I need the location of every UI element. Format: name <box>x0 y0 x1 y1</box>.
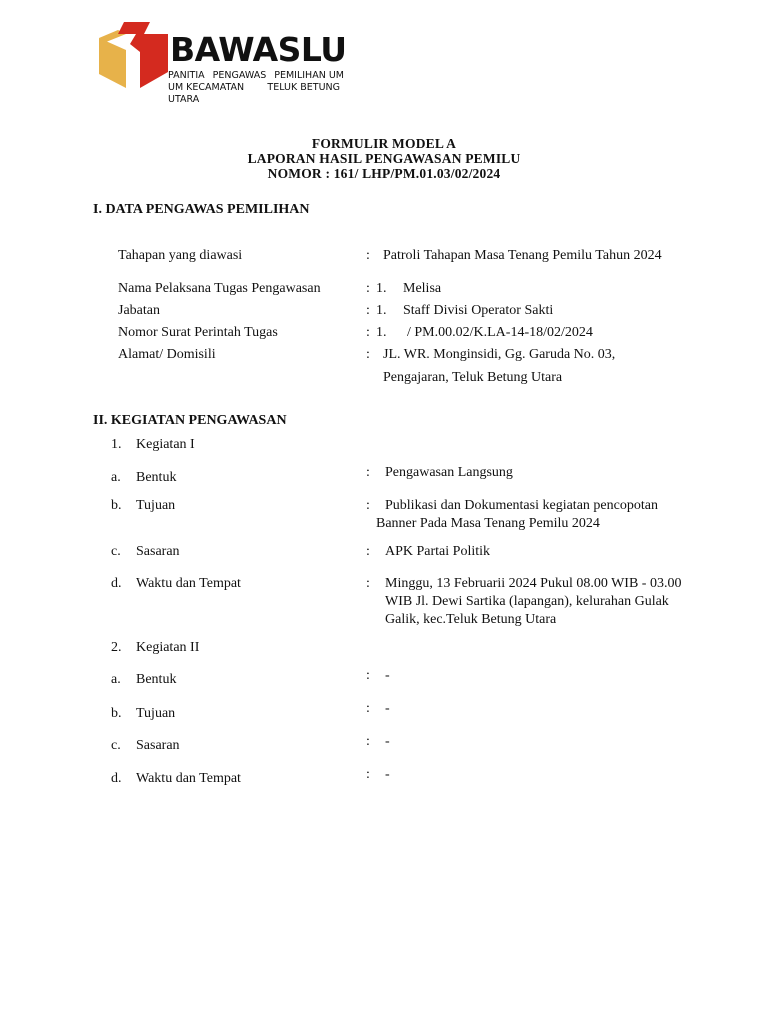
kegiatan2-num: 2. <box>111 640 122 655</box>
k2-sasaran-value: - <box>385 734 390 749</box>
k2-tujuan-value: - <box>385 701 390 716</box>
k2-b-letter: b. <box>111 706 122 721</box>
k1-b-letter: b. <box>111 498 122 513</box>
kegiatan2-title: Kegiatan II <box>136 640 200 655</box>
alamat-line2: Pengajaran, Teluk Betung Utara <box>383 370 563 385</box>
report-title: LAPORAN HASIL PENGAWASAN PEMILU <box>247 151 521 166</box>
k1-sasaran-label: Sasaran <box>136 544 180 559</box>
section1-heading: I. DATA PENGAWAS PEMILIHAN <box>93 202 310 217</box>
k1-sasaran-value: APK Partai Politik <box>385 544 491 559</box>
jabatan-num: 1. <box>376 303 387 318</box>
nomor-value: / PM.00.02/K.LA-14-18/02/2024 <box>407 325 593 340</box>
k2-waktu-colon: : <box>366 767 370 782</box>
k1-bentuk-colon: : <box>366 465 370 480</box>
k1-waktu-colon: : <box>366 576 370 591</box>
k2-a-letter: a. <box>111 672 121 687</box>
tahapan-label: Tahapan yang diawasi <box>118 248 243 263</box>
k1-a-letter: a. <box>111 470 121 485</box>
brand-sub-1c: PEMILIHAN UM <box>274 70 344 81</box>
section2-heading: II. KEGIATAN PENGAWASAN <box>93 413 287 428</box>
nama-label: Nama Pelaksana Tugas Pengawasan <box>118 281 321 296</box>
kegiatan1-num: 1. <box>111 437 122 452</box>
k2-tujuan-colon: : <box>366 701 370 716</box>
k1-waktu-label: Waktu dan Tempat <box>136 576 241 591</box>
k2-waktu-label: Waktu dan Tempat <box>136 771 241 786</box>
report-number: NOMOR : 161/ LHP/PM.01.03/02/2024 <box>267 166 501 181</box>
k1-c-letter: c. <box>111 544 121 559</box>
kegiatan1-title: Kegiatan I <box>136 437 195 452</box>
k2-waktu-value: - <box>385 767 390 782</box>
form-title: FORMULIR MODEL A <box>311 136 457 151</box>
k1-waktu-line1: Minggu, 13 Februarii 2024 Pukul 08.00 WIB - 03.00 <box>385 576 682 591</box>
nomor-num: 1. <box>376 325 387 340</box>
k1-tujuan-line2: Banner Pada Masa Tenang Pemilu 2024 <box>376 516 600 531</box>
k2-sasaran-colon: : <box>366 734 370 749</box>
k1-bentuk-label: Bentuk <box>136 470 177 485</box>
nama-value: Melisa <box>403 281 442 296</box>
k2-sasaran-label: Sasaran <box>136 738 180 753</box>
brand-sub-1b: PENGAWAS <box>212 70 267 81</box>
brand-sub-2b: TELUK BETUNG <box>267 82 340 93</box>
jabatan-colon: : <box>366 303 370 318</box>
k1-sasaran-colon: : <box>366 544 370 559</box>
brand-subtitle <box>168 70 344 106</box>
k2-c-letter: c. <box>111 738 121 753</box>
nama-num: 1. <box>376 281 387 296</box>
k1-tujuan-label: Tujuan <box>136 498 176 513</box>
k1-waktu-line3: Galik, kec.Teluk Betung Utara <box>385 612 557 627</box>
bawaslu-logo-icon <box>96 22 172 90</box>
nomor-colon: : <box>366 325 370 340</box>
k1-tujuan-colon: : <box>366 498 370 513</box>
k2-tujuan-label: Tujuan <box>136 706 176 721</box>
nomor-label: Nomor Surat Perintah Tugas <box>118 325 278 340</box>
k2-d-letter: d. <box>111 771 122 786</box>
brand-name: BAWASLU <box>170 30 347 69</box>
k1-bentuk-value: Pengawasan Langsung <box>385 465 513 480</box>
brand-sub-3: UTARA <box>168 94 200 105</box>
k2-bentuk-label: Bentuk <box>136 672 177 687</box>
tahapan-value: Patroli Tahapan Masa Tenang Pemilu Tahun 2024 <box>383 248 662 263</box>
k1-tujuan-line1: Publikasi dan Dokumentasi kegiatan pencopotan <box>385 498 658 513</box>
k2-bentuk-value: - <box>385 668 390 683</box>
jabatan-label: Jabatan <box>118 303 160 318</box>
k1-d-letter: d. <box>111 576 122 591</box>
tahapan-colon: : <box>366 248 370 263</box>
alamat-line1: JL. WR. Monginsidi, Gg. Garuda No. 03, <box>383 347 616 362</box>
k1-waktu-line2: WIB Jl. Dewi Sartika (lapangan), kelurahan Gulak <box>385 594 669 609</box>
alamat-label: Alamat/ Domisili <box>118 347 216 362</box>
jabatan-value: Staff Divisi Operator Sakti <box>403 303 554 318</box>
k2-bentuk-colon: : <box>366 668 370 683</box>
brand-sub-2a: UM KECAMATAN <box>168 82 245 93</box>
nama-colon: : <box>366 281 370 296</box>
alamat-colon: : <box>366 347 370 362</box>
brand-sub-1a: PANITIA <box>168 70 205 81</box>
